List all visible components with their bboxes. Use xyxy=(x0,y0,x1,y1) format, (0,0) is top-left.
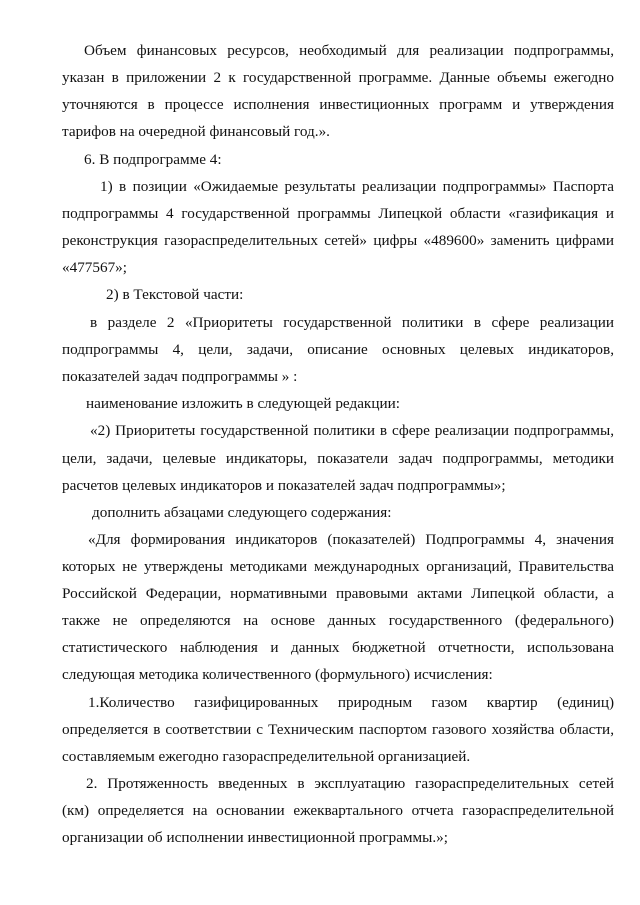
paragraph-line: указан в приложении 2 к государственной программе. Данные объемы ежегодно xyxy=(62,69,614,86)
paragraph-line: цели, задачи, целевые индикаторы, показатели задач подпрограммы, методики xyxy=(62,450,614,467)
paragraph-line: в разделе 2 «Приоритеты государственной политики в сфере реализации xyxy=(90,314,614,331)
paragraph-line: 2. Протяженность введенных в эксплуатацию газораспределительных сетей xyxy=(86,775,614,792)
subsection-heading: 2) в Текстовой части: xyxy=(106,286,244,303)
paragraph-line: наименование изложить в следующей редакции: xyxy=(86,395,400,412)
paragraph-line: подпрограммы 4 государственной программы Липецкой области «газификация и xyxy=(62,205,614,222)
paragraph-line: уточняются в процессе исполнения инвестиционных программ и утверждения xyxy=(62,96,614,113)
paragraph-line: показателей задач подпрограммы » : xyxy=(62,368,298,385)
paragraph-line: расчетов целевых индикаторов и показателей задач подпрограммы»; xyxy=(62,477,506,494)
paragraph-line: которых не утверждены методиками международных организаций, Правительства xyxy=(62,558,614,575)
paragraph-line: 1.Количество газифицированных природным газом квартир (единиц) xyxy=(88,694,614,711)
paragraph-line: статистического наблюдения и данных бюджетной отчетности, использована xyxy=(62,639,614,656)
paragraph-line: подпрограммы 4, цели, задачи, описание основных целевых индикаторов, xyxy=(62,341,614,358)
paragraph-line: составляемым ежегодно газораспределительной организацией. xyxy=(62,748,471,765)
paragraph-line: Объем финансовых ресурсов, необходимый для реализации подпрограммы, xyxy=(84,42,614,59)
paragraph-line: определяется в соответствии с Техническим паспортом газового хозяйства области, xyxy=(62,721,614,738)
paragraph-line: дополнить абзацами следующего содержания: xyxy=(92,504,392,521)
paragraph-line: (км) определяется на основании ежеквартального отчета газораспределительной xyxy=(62,802,614,819)
paragraph-line: Российской Федерации, нормативными правовыми актами Липецкой области, а xyxy=(62,585,614,602)
paragraph-line: 1) в позиции «Ожидаемые результаты реализации подпрограммы» Паспорта xyxy=(100,178,614,195)
paragraph-line: также не определяются на основе данных государственного (федерального) xyxy=(62,612,614,629)
paragraph-line: тарифов на очередной финансовый год.». xyxy=(62,123,330,140)
paragraph-line: «477567»; xyxy=(62,259,127,276)
paragraph-line: следующая методика количественного (формульного) исчисления: xyxy=(62,666,493,683)
paragraph-line: реконструкция газораспределительных сетей» цифры «489600» заменить цифрами xyxy=(62,232,614,249)
paragraph-line: организации об исполнении инвестиционной программы.»; xyxy=(62,829,448,846)
paragraph-line: «2) Приоритеты государственной политики в сфере реализации подпрограммы, xyxy=(90,422,614,439)
section-heading: 6. В подпрограмме 4: xyxy=(84,151,222,168)
paragraph-line: «Для формирования индикаторов (показателей) Подпрограммы 4, значения xyxy=(88,531,614,548)
